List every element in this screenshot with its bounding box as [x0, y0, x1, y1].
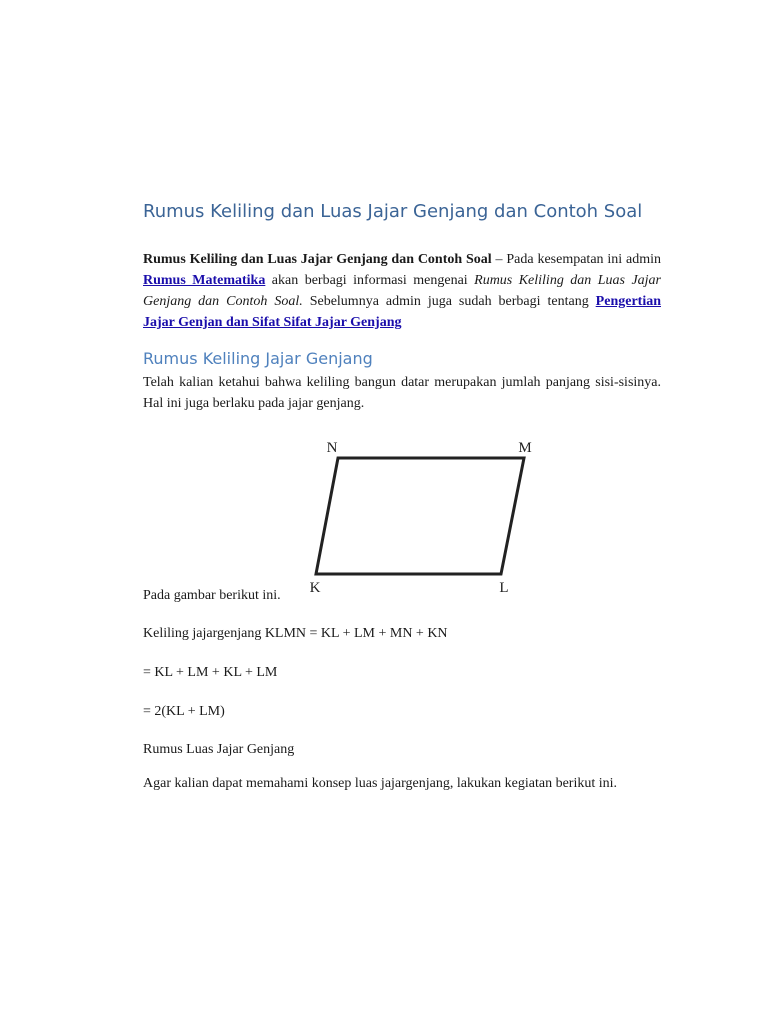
closing-paragraph: Agar kalian dapat memahami konsep luas jajargenjang, lakukan kegiatan berikut ini. [143, 776, 618, 791]
formula-line-2: = KL + LM + KL + LM [143, 665, 278, 680]
intro-text-3: Sebelumnya admin juga sudah berbagi tentang [302, 294, 596, 309]
vertex-label-l: L [499, 580, 509, 596]
formula-line-1: Keliling jajargenjang KLMN = KL + LM + MN + KN [143, 626, 448, 641]
intro-paragraph [143, 249, 661, 333]
section-heading-luas: Rumus Luas Jajar Genjang [143, 742, 295, 757]
keliling-paragraph: Telah kalian ketahui bahwa keliling bangun datar merupakan jumlah panjang sisi-sisinya. Hal ini juga berlaku pada jajar genjang. [143, 375, 661, 411]
page-title: Rumus Keliling dan Luas Jajar Genjang dan Contoh Soal [143, 201, 643, 222]
parallelogram-shape [316, 458, 524, 574]
vertex-label-m: M [518, 440, 532, 456]
section-heading-keliling: Rumus Keliling Jajar Genjang [143, 349, 373, 368]
link-rumus-matematika[interactable]: Rumus Matematika [143, 273, 266, 288]
intro-italic-title: Rumus Keliling dan Luas Jajar Genjang dan Contoh Soal. [143, 273, 661, 309]
parallelogram-diagram [303, 432, 543, 602]
intro-text-1: – Pada kesempatan ini admin [491, 252, 661, 267]
parallelogram-figure [303, 432, 543, 602]
figure-caption: Pada gambar berikut ini. [143, 588, 281, 603]
formula-line-3: = 2(KL + LM) [143, 704, 225, 719]
intro-bold-title: Rumus Keliling dan Luas Jajar Genjang dan Contoh Soal [143, 252, 492, 267]
link-pengertian-jajar-genjang[interactable]: Pengertian Jajar Genjan dan Sifat Sifat Jajar Genjang [143, 294, 661, 330]
intro-text-2: akan berbagi informasi mengenai [265, 273, 475, 288]
vertex-label-n: N [326, 440, 338, 456]
vertex-label-k: K [309, 580, 321, 596]
